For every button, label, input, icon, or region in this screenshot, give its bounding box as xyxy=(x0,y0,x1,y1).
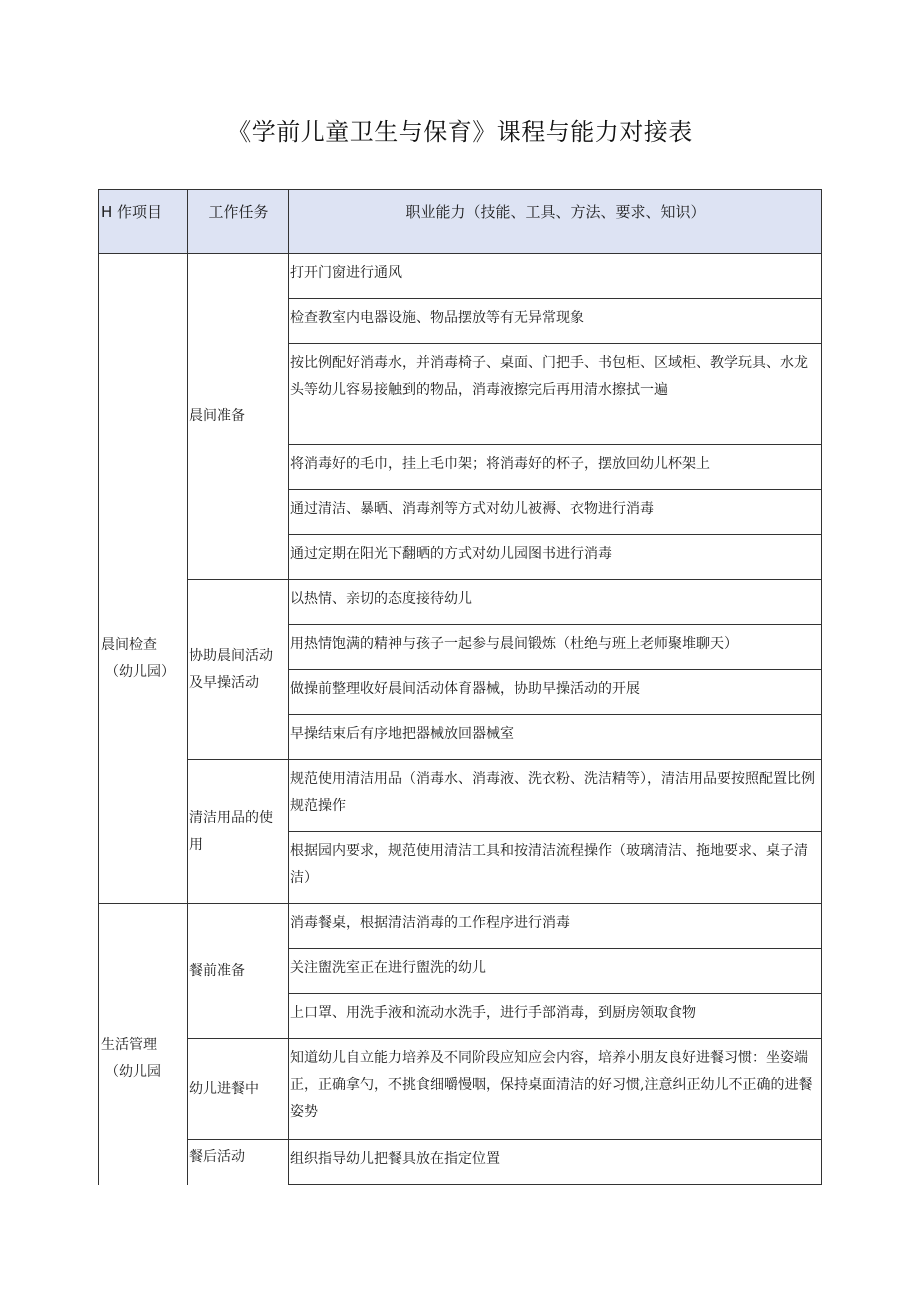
task-cell xyxy=(188,1140,289,1185)
header-project: H 作项目 xyxy=(99,190,188,254)
ability-item: 早操结束后有序地把器械放回器械室 xyxy=(289,715,822,760)
ability-item: 检查教室内电器设施、物品摆放等有无异常现象 xyxy=(289,299,822,344)
table-row xyxy=(99,580,822,625)
ability-item: 做操前整理收好晨间活动体育器械，协助早操活动的开展 xyxy=(289,670,822,715)
table-row xyxy=(99,254,822,299)
task-name: 幼儿进餐中 xyxy=(189,1080,259,1097)
task-cell xyxy=(188,580,289,760)
task-cell xyxy=(188,1039,289,1140)
task-name: 协助晨间活动 xyxy=(189,647,273,664)
ability-item: 通过清洁、暴晒、消毒剂等方式对幼儿被褥、衣物进行消毒 xyxy=(289,490,822,535)
ability-item: 根据园内要求，规范使用清洁工具和按清洁流程操作（玻璃清洁、拖地要求、桌子清洁） xyxy=(289,832,822,904)
ability-item: 关注盥洗室正在进行盥洗的幼儿 xyxy=(289,949,822,994)
page-title: 《学前儿童卫生与保育》课程与能力对接表 xyxy=(227,118,693,146)
table-row xyxy=(99,1140,822,1185)
task-cell xyxy=(188,904,289,1039)
group-name: 晨间检查 xyxy=(101,636,157,653)
group-name-sub: （幼儿园） xyxy=(105,663,175,680)
task-name: 餐后活动 xyxy=(189,1149,245,1165)
task-cell xyxy=(188,760,289,904)
table-row xyxy=(99,904,822,949)
group-name: 生活管理 xyxy=(101,1037,157,1054)
table-row xyxy=(99,760,822,832)
ability-item: 组织指导幼儿把餐具放在指定位置 xyxy=(289,1140,822,1185)
ability-item: 打开门窗进行通风 xyxy=(289,254,822,299)
task-name: 清洁用品的使 xyxy=(189,809,273,826)
task-name-sub: 用 xyxy=(189,836,203,853)
ability-item: 将消毒好的毛巾，挂上毛巾架；将消毒好的杯子，摆放回幼儿杯架上 xyxy=(289,445,822,490)
ability-item: 通过定期在阳光下翻晒的方式对幼儿园图书进行消毒 xyxy=(289,535,822,580)
table-row xyxy=(99,1039,822,1140)
header-row xyxy=(99,190,822,254)
task-cell xyxy=(188,254,289,580)
group-name-sub: （幼儿园 xyxy=(105,1064,161,1081)
group-cell xyxy=(99,254,188,904)
ability-item: 知道幼儿自立能力培养及不同阶段应知应会内容，培养小朋友良好进餐习惯：坐姿端正，正确拿勺，不挑食细嚼慢咽，保持桌面清洁的好习惯,注意纠正幼儿不正确的进餐姿势 xyxy=(289,1039,822,1140)
header-ability: 职业能力（技能、工具、方法、要求、知识） xyxy=(289,190,822,254)
ability-item: 规范使用清洁用品（消毒水、消毒液、洗衣粉、洗洁精等），清洁用品要按照配置比例规范操作 xyxy=(289,760,822,832)
curriculum-ability-table xyxy=(98,189,822,1185)
ability-item: 用热情饱满的精神与孩子一起参与晨间锻炼（杜绝与班上老师聚堆聊天） xyxy=(289,625,822,670)
ability-item: 消毒餐桌，根据清洁消毒的工作程序进行消毒 xyxy=(289,904,822,949)
ability-item: 上口罩、用洗手液和流动水洗手，进行手部消毒，到厨房领取食物 xyxy=(289,994,822,1039)
task-name-sub: 及早操活动 xyxy=(189,674,259,691)
ability-item: 以热情、亲切的态度接待幼儿 xyxy=(289,580,822,625)
task-name: 晨间准备 xyxy=(189,408,245,424)
group-cell xyxy=(99,904,188,1185)
ability-item: 按比例配好消毒水，并消毒椅子、桌面、门把手、书包柜、区域柜、教学玩具、水龙头等幼儿容易接触到的物品，消毒液擦完后再用清水擦拭一遍 xyxy=(289,344,822,445)
task-name: 餐前准备 xyxy=(189,962,245,979)
header-task: 工作任务 xyxy=(188,190,289,254)
